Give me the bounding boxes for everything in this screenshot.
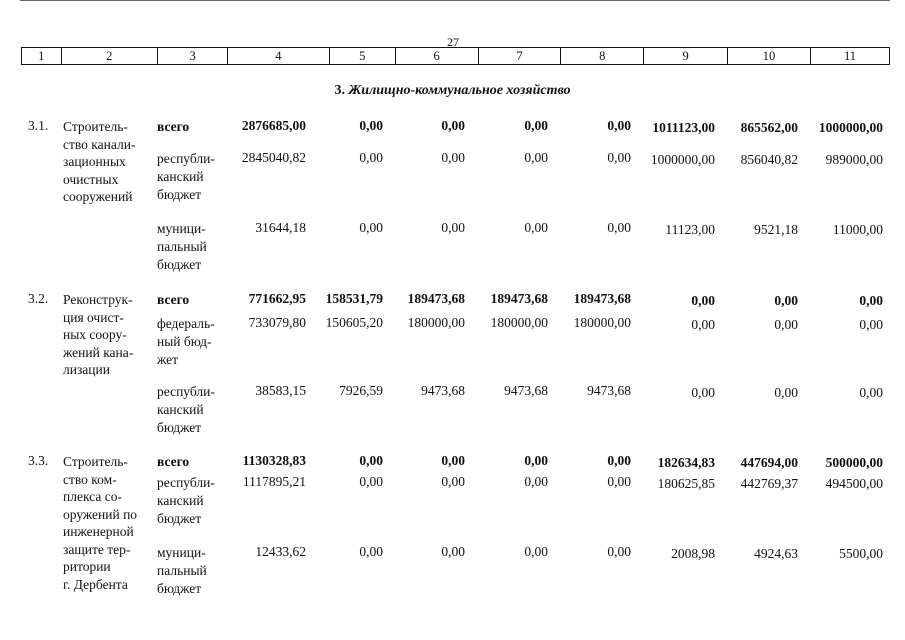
amount-cell: 11000,00	[832, 222, 883, 237]
amount-cell: 180000,00	[490, 315, 548, 330]
funding-total-label: всего	[157, 119, 190, 134]
funding-total-label: всего	[157, 292, 190, 307]
amount-cell: 0,00	[774, 385, 798, 400]
amount-cell: 0,00	[607, 453, 631, 468]
amount-cell: 442769,37	[740, 476, 798, 491]
amount-cell: 0,00	[441, 474, 465, 489]
amount-cell: 180000,00	[573, 315, 631, 330]
amount-cell: 189473,68	[490, 291, 548, 306]
amount-cell: 0,00	[359, 220, 383, 235]
amount-cell: 2845040,82	[241, 150, 306, 165]
amount-cell: 494500,00	[825, 476, 883, 491]
item-code: 3.2.	[28, 291, 49, 306]
amount-cell: 38583,15	[255, 383, 306, 398]
amount-cell: 31644,18	[255, 220, 306, 235]
amount-cell: 0,00	[691, 293, 715, 308]
amount-cell: 189473,68	[573, 291, 631, 306]
amount-cell: 0,00	[859, 385, 883, 400]
amount-cell: 182634,83	[657, 455, 715, 470]
amount-cell: 150605,20	[325, 315, 383, 330]
col-header-3: 3	[158, 48, 228, 65]
funding-source-label: республи- канский бюджет	[157, 384, 215, 435]
item-name: Реконструк- ция очист- ных соору- жений кана- лизации	[63, 292, 134, 377]
amount-cell: 733079,80	[248, 315, 306, 330]
amount-cell: 0,00	[859, 317, 883, 332]
amount-cell: 0,00	[441, 220, 465, 235]
funding-source-label: республи- канский бюджет	[157, 151, 215, 202]
amount-cell: 1000000,00	[818, 120, 883, 135]
col-header-4: 4	[228, 48, 330, 65]
column-number-header	[21, 47, 890, 65]
amount-cell: 12433,62	[255, 544, 306, 559]
amount-cell: 2876685,00	[241, 118, 306, 133]
funding-total-label: всего	[157, 454, 190, 469]
section-number: 3.	[334, 83, 345, 98]
amount-cell: 0,00	[359, 150, 383, 165]
amount-cell: 5500,00	[839, 546, 883, 561]
amount-cell: 500000,00	[825, 455, 883, 470]
section-title-text: Жилищно-коммунальное хозяйство	[348, 83, 571, 98]
amount-cell: 0,00	[524, 220, 548, 235]
amount-cell: 771662,95	[248, 291, 306, 306]
amount-cell: 0,00	[691, 317, 715, 332]
top-rule	[20, 0, 890, 1]
amount-cell: 0,00	[359, 474, 383, 489]
amount-cell: 0,00	[524, 544, 548, 559]
item-name: Строитель- ство канали- зационных очистных сооружений	[63, 119, 136, 204]
amount-cell: 0,00	[441, 453, 465, 468]
amount-cell: 11123,00	[665, 222, 715, 237]
amount-cell: 0,00	[441, 544, 465, 559]
item-code: 3.1.	[28, 118, 49, 133]
col-header-8: 8	[561, 48, 644, 65]
col-header-9: 9	[644, 48, 728, 65]
col-header-2: 2	[61, 48, 158, 65]
amount-cell: 7926,59	[339, 383, 383, 398]
amount-cell: 865562,00	[740, 120, 798, 135]
col-header-11: 11	[810, 48, 889, 65]
amount-cell: 447694,00	[740, 455, 798, 470]
col-header-6: 6	[395, 48, 478, 65]
item-name: Строитель- ство ком- плекса со- оружений по инженерной защите тер- ритории г. Дербента	[63, 454, 138, 592]
amount-cell: 0,00	[524, 150, 548, 165]
amount-cell: 2008,98	[671, 546, 715, 561]
amount-cell: 0,00	[524, 474, 548, 489]
amount-cell: 9473,68	[421, 383, 465, 398]
amount-cell: 0,00	[607, 150, 631, 165]
amount-cell: 4924,63	[754, 546, 798, 561]
amount-cell: 0,00	[691, 385, 715, 400]
item-code: 3.3.	[28, 453, 49, 468]
amount-cell: 158531,79	[325, 291, 383, 306]
amount-cell: 0,00	[607, 118, 631, 133]
amount-cell: 0,00	[607, 220, 631, 235]
amount-cell: 0,00	[359, 544, 383, 559]
amount-cell: 180625,85	[657, 476, 715, 491]
amount-cell: 0,00	[524, 453, 548, 468]
col-header-5: 5	[329, 48, 395, 65]
amount-cell: 0,00	[441, 150, 465, 165]
col-header-10: 10	[728, 48, 811, 65]
amount-cell: 0,00	[774, 293, 798, 308]
amount-cell: 0,00	[607, 474, 631, 489]
amount-cell: 0,00	[441, 118, 465, 133]
amount-cell: 0,00	[607, 544, 631, 559]
amount-cell: 9521,18	[754, 222, 798, 237]
amount-cell: 1130328,83	[242, 453, 306, 468]
funding-source-label: муници- пальный бюджет	[157, 221, 207, 272]
funding-source-label: муници- пальный бюджет	[157, 545, 207, 596]
amount-cell: 189473,68	[407, 291, 465, 306]
amount-cell: 0,00	[524, 118, 548, 133]
page-number: 27	[447, 35, 459, 49]
amount-cell: 9473,68	[587, 383, 631, 398]
amount-cell: 1000000,00	[650, 152, 715, 167]
col-header-7: 7	[478, 48, 561, 65]
amount-cell: 9473,68	[504, 383, 548, 398]
col-header-1: 1	[22, 48, 62, 65]
amount-cell: 0,00	[859, 293, 883, 308]
amount-cell: 0,00	[774, 317, 798, 332]
section-title	[0, 83, 905, 99]
amount-cell: 180000,00	[407, 315, 465, 330]
amount-cell: 989000,00	[825, 152, 883, 167]
funding-source-label: федераль- ный бюд- жет	[157, 316, 215, 367]
amount-cell: 0,00	[359, 118, 383, 133]
amount-cell: 1117895,21	[242, 474, 306, 489]
amount-cell: 0,00	[359, 453, 383, 468]
amount-cell: 856040,82	[740, 152, 798, 167]
amount-cell: 1011123,00	[652, 120, 715, 135]
funding-source-label: республи- канский бюджет	[157, 475, 215, 526]
